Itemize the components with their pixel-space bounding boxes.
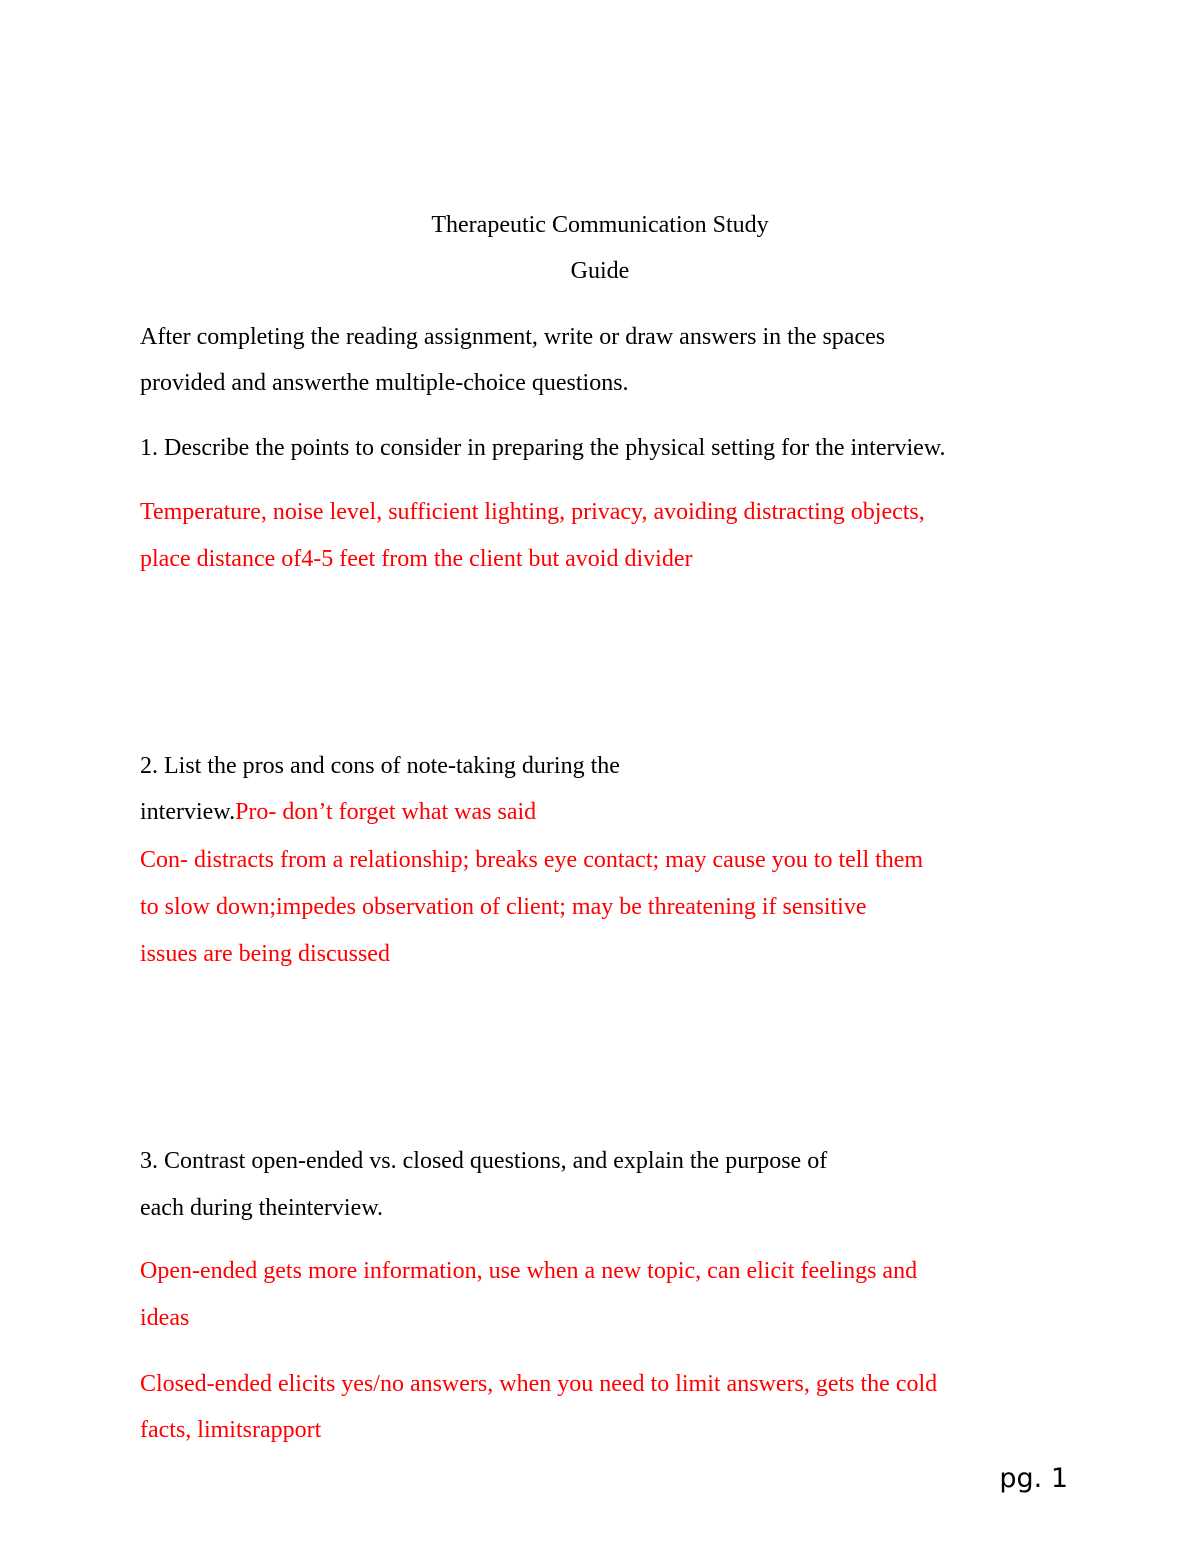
question-3-line-1: 3. Contrast open-ended vs. closed questions, and explain the purpose of	[140, 1148, 828, 1174]
intro-line-1: After completing the reading assignment, write or draw answers in the spaces	[140, 324, 886, 350]
answer-3-open-ended-line-1: Open-ended gets more information, use when a new topic, can elicit feelings and	[140, 1258, 918, 1284]
question-2-line-1: 2. List the pros and cons of note-taking during the	[140, 753, 620, 779]
intro-line-2: provided and answerthe multiple-choice questions.	[140, 370, 629, 396]
answer-2-con-line-3: issues are being discussed	[140, 941, 390, 967]
question-2-line-2	[140, 797, 536, 827]
answer-3-closed-ended-line-2: facts, limitsrapport	[140, 1417, 322, 1443]
answer-1-line-2: place distance of4-5 feet from the client but avoid divider	[140, 546, 693, 572]
answer-1-line-1: Temperature, noise level, sufficient lighting, privacy, avoiding distracting objects,	[140, 499, 925, 525]
question-1: 1. Describe the points to consider in preparing the physical setting for the interview.	[140, 435, 946, 461]
answer-2-pro: Pro- don’t forget what was said	[235, 799, 537, 825]
answer-2-con-line-1: Con- distracts from a relationship; breaks eye contact; may cause you to tell them	[140, 847, 924, 873]
page-number: pg. 1	[999, 1463, 1068, 1494]
document-title-line-1: Therapeutic Communication Study	[431, 212, 769, 238]
answer-3-closed-ended-line-1: Closed-ended elicits yes/no answers, when you need to limit answers, gets the cold	[140, 1371, 938, 1397]
answer-3-open-ended-line-2: ideas	[140, 1305, 190, 1331]
question-3-line-2: each during theinterview.	[140, 1195, 384, 1221]
answer-2-con-line-2: to slow down;impedes observation of client; may be threatening if sensitive	[140, 894, 867, 920]
document-title-line-2: Guide	[570, 258, 630, 284]
question-2-ending: interview.	[140, 799, 236, 825]
